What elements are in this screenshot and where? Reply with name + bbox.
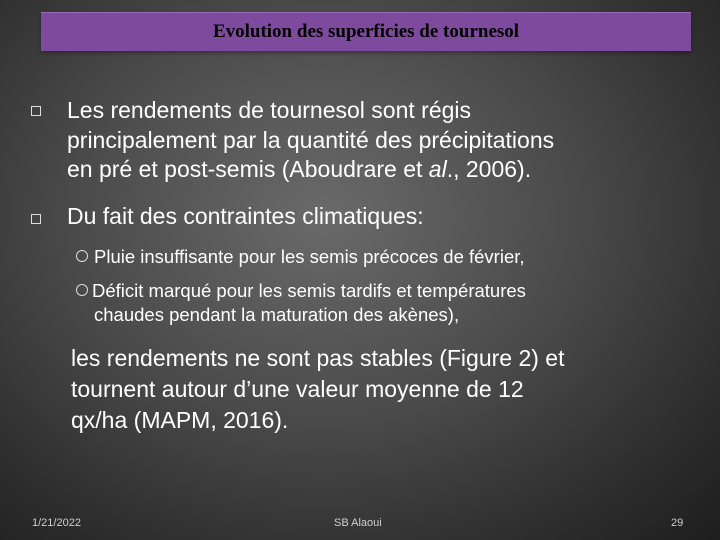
footer-author: SB Alaoui xyxy=(334,517,382,529)
square-bullet-icon xyxy=(31,214,41,224)
sub-bullet-item-1 xyxy=(76,245,525,269)
continuation-line-1: les rendements ne sont pas stables (Figure 2) et xyxy=(71,345,565,371)
square-bullet-icon xyxy=(31,106,41,116)
slide-title-bar xyxy=(41,12,691,51)
sub-bullet-2-line-2: chaudes pendant la maturation des akènes), xyxy=(94,304,460,325)
bullet-item-2 xyxy=(67,202,424,232)
slide-title: Evolution des superficies de tournesol xyxy=(212,21,520,42)
bullet-1-line-2: principalement par la quantité des précipitations xyxy=(67,126,555,153)
bullet-1-line-3-text: en pré et post-semis (Aboudrare et xyxy=(67,156,429,182)
circle-bullet-icon xyxy=(76,284,88,296)
continuation-line-2: tournent autour d’une valeur moyenne de 12 xyxy=(71,376,524,402)
footer-page-number: 29 xyxy=(671,517,684,529)
bullet-item-1 xyxy=(67,96,554,185)
bullet-1-italic: al xyxy=(428,156,447,182)
bullet-1-line-3-end: ., 2006). xyxy=(446,156,532,182)
sub-bullet-2-line-1: Déficit marqué pour les semis tardifs et températures xyxy=(92,280,526,301)
bullet-1-line-3 xyxy=(67,155,554,185)
sub-bullet-item-2 xyxy=(76,279,526,327)
circle-bullet-icon xyxy=(76,250,88,262)
continuation-paragraph xyxy=(71,343,691,436)
bullet-1-line-1: Les rendements de tournesol sont régis xyxy=(67,97,472,123)
continuation-line-3: qx/ha (MAPM, 2016). xyxy=(71,407,289,433)
sub-bullet-1-text: Pluie insuffisante pour les semis précoces de février, xyxy=(94,246,525,267)
footer-date: 1/21/2022 xyxy=(32,517,81,529)
bullet-2-line-1: Du fait des contraintes climatiques: xyxy=(67,203,424,229)
sub-bullet-2-line-1-wrap xyxy=(76,279,526,303)
